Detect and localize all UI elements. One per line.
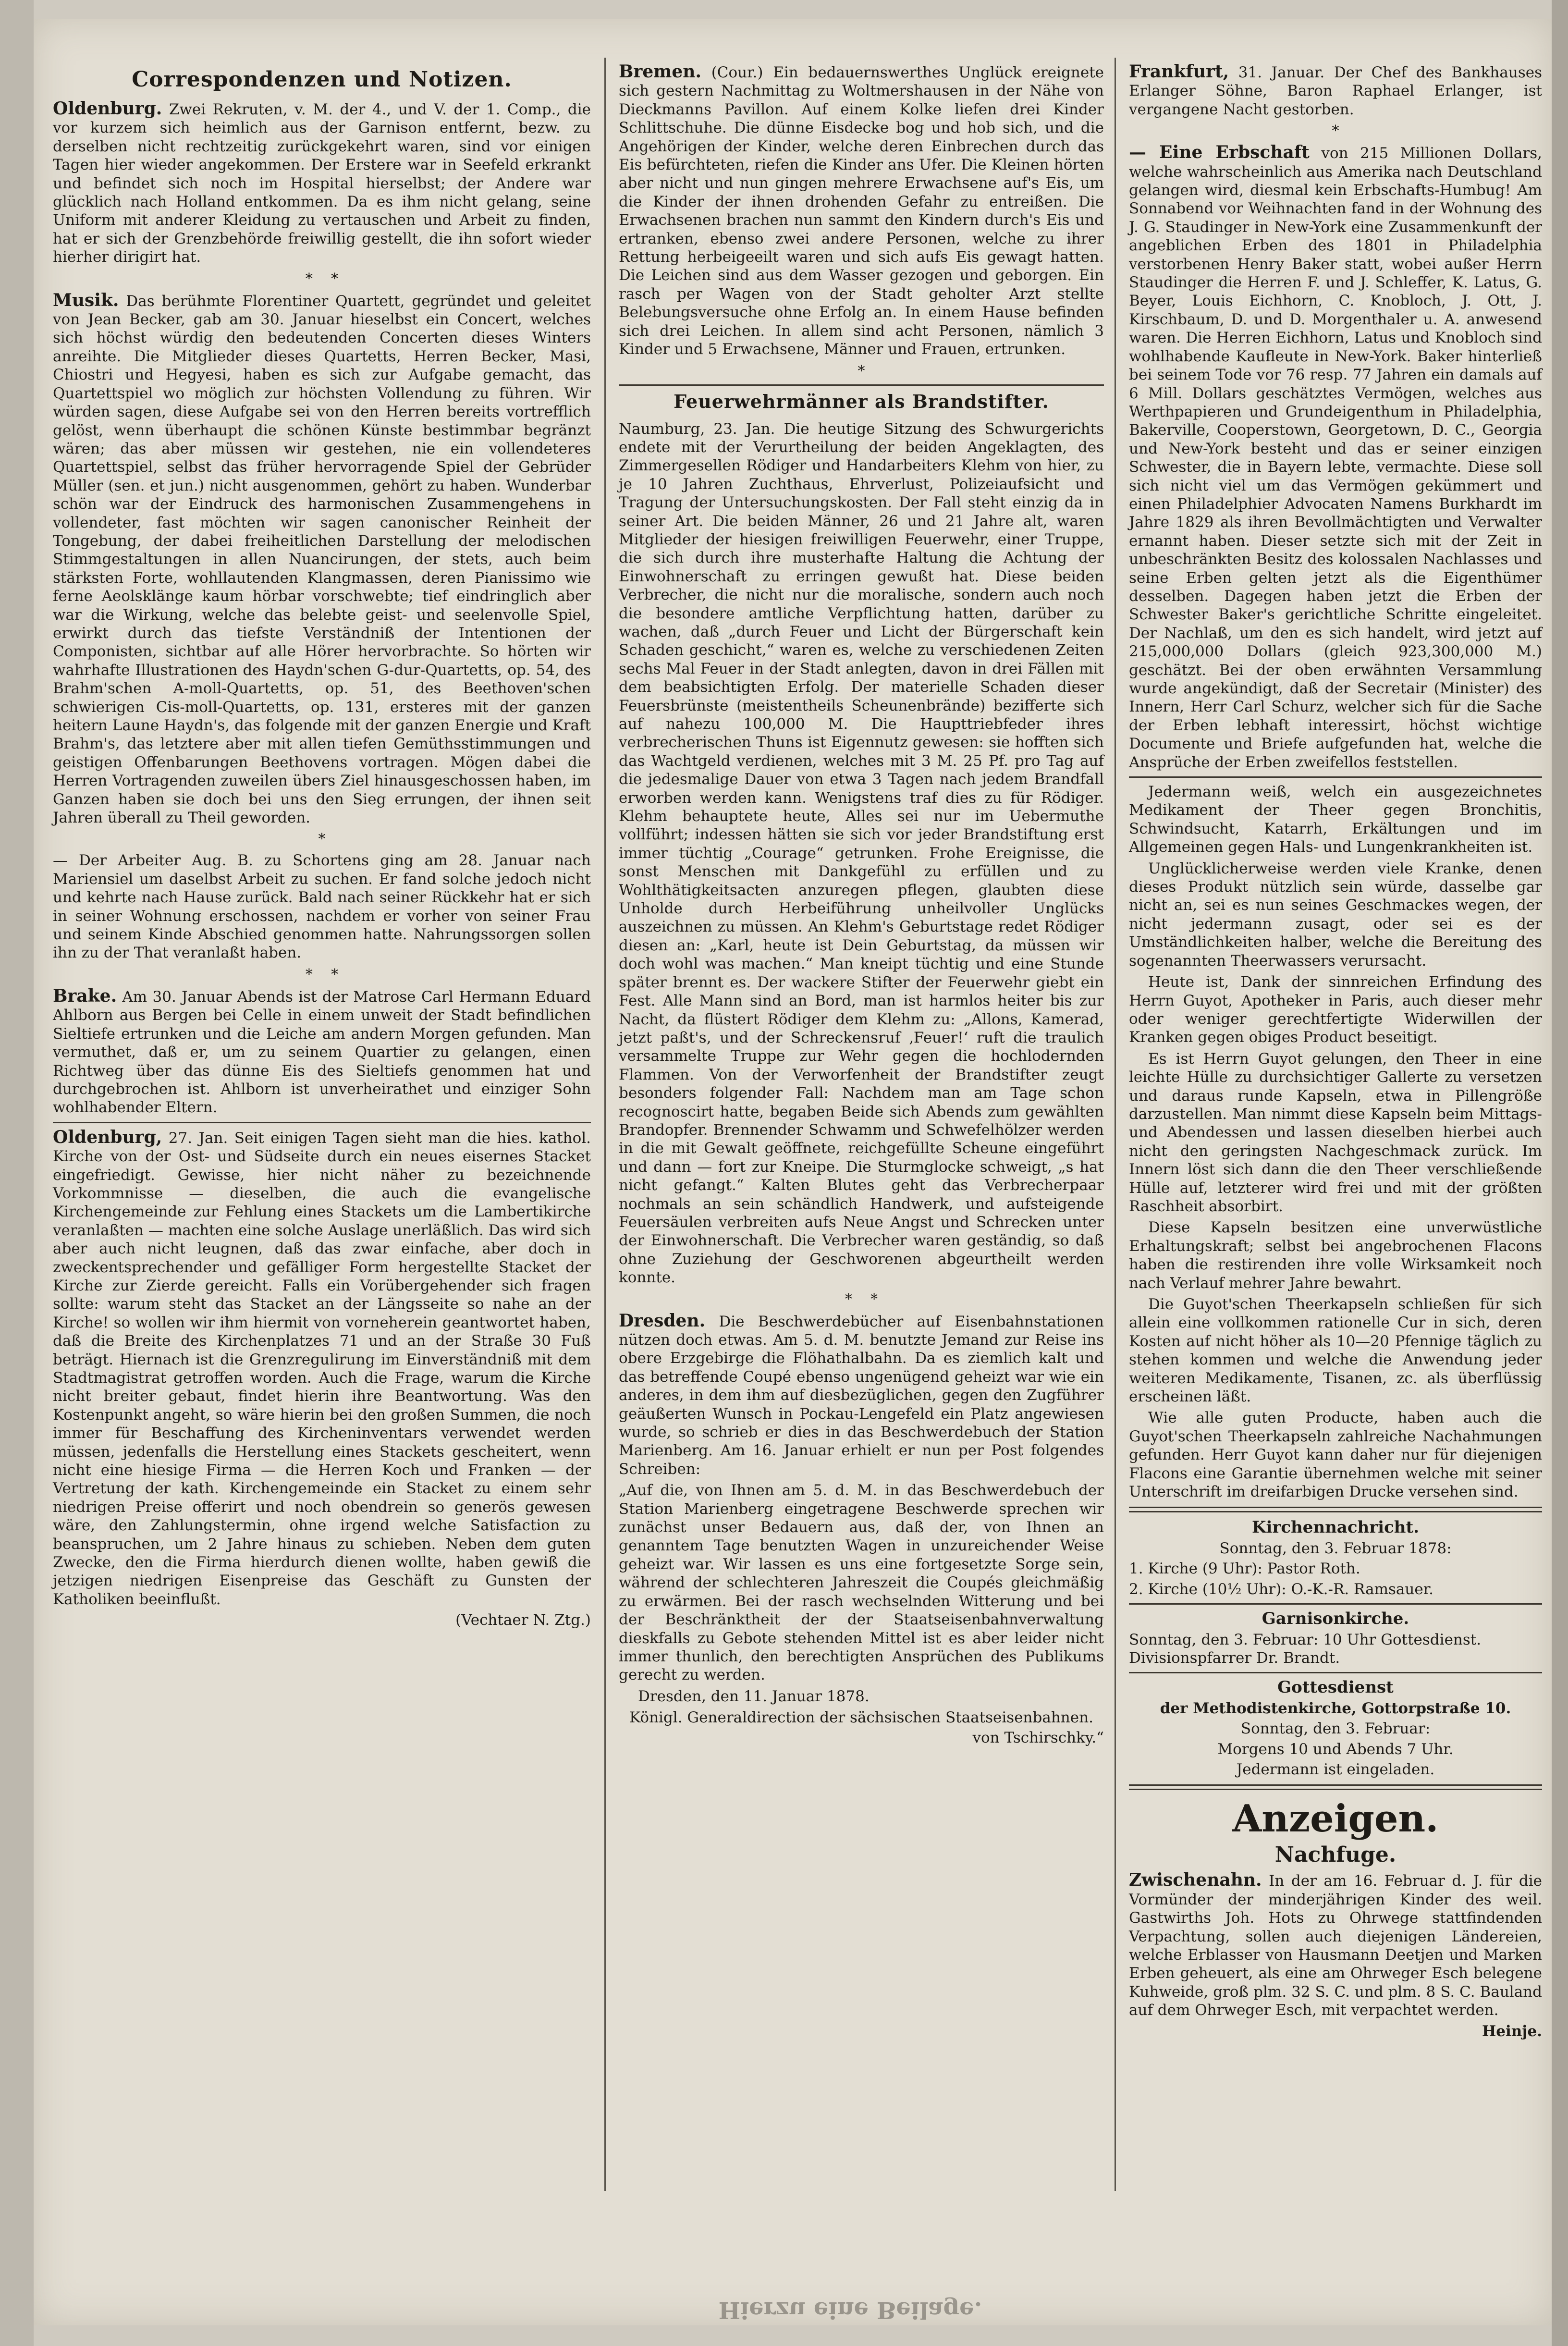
column-3 <box>1129 62 1542 2045</box>
divider-double <box>1129 1784 1542 1790</box>
article-text: — Der Arbeiter Aug. B. zu Schortens ging am 28. Januar nach Mariensiel um daselbst Arbeit zu suchen. Er fand solche jedoch nicht und kehrte nach Hause zurück. Bald nach seiner Rückkehr hat er sich in seiner Wohnung erschossen, nachdem er vorher von seiner Frau und seinem Kinde Abschied genommen hatte. Nahrungssorgen sollen ihn zu der That veranlaßt haben. <box>53 852 591 962</box>
article-source: (Vechtaer N. Ztg.) <box>455 1611 591 1629</box>
article-lead: Zwischenahn. <box>1129 1870 1262 1891</box>
methodisten-invite: Jedermann ist eingeladen. <box>1236 1760 1435 1778</box>
article-text: von 215 Millionen Dollars, welche wahrscheinlich aus Amerika nach Deutschland gelangen wird, diesmal kein Erbschafts-Humbug! Am Sonnabend vor Weihnachten fand in der Wohnung des J. G. Staudinger in New-York eine Zusammenkunft der angeblichen Erben des 1801 in Philadelphia verstorbenen Henry Baker statt, wobei außer Herrn Staudinger die Herren F. und J. Schleffer, K. Latus, G. Beyer, Louis Eichhorn, C. Knobloch, J. Ott, J. Kirschbaum, D. und D. Morgenthaler u. A. anwesend waren. Die Herren Eichhorn, Latus und Knobloch sind wohlhabende Kaufleute in New-York. Baker hinterließ bei seinem Tode vor 76 resp. 77 Jahren ein damals auf 6 Mill. Dollars geschätztes Vermögen, welches aus Werthpapieren und Grundeigenthum in Philadelphia, Bakerville, Cooperstown, Georgetown, D. C., Georgia und New-York besteht und das er seiner einzigen Schwester, die in Bayern lebte, vermachte. Diese soll sich nicht viel um das Vermögen gekümmert und einen Philadelphier Advocaten Namens Burkhardt im Jahre 1829 als ihren Bevollmächtigten und Verwalter ernannt haben. Dieser setzte sich mit der Zeit in unbeschränkten Besitz des kolossalen Nachlasses und seine Erben gelten jetzt als die Eigenthümer desselben. Dagegen haben jetzt die Erben der Schwester Baker's gerichtliche Schritte eingeleitet. Der Nachlaß, um den es sich handelt, wird jetzt auf 215,000,000 Dollars (gleich 923,300,000 M.) geschätzt. Bei der oben erwähnten Versammlung wurde angekündigt, daß der Secretair (Minister) des Innern, Herr Carl Schurz, welcher sich für die Sache der Erben lebhaft interessirt, höchst wichtige Documente und Briefe aufgefunden hat, welche die Ansprüche der Erben zweifellos feststellen. <box>1129 145 1542 771</box>
ad-theer-1: Jedermann weiß, welch ein ausgezeichnetes Medikament der Theer gegen Bronchitis, Schwindsucht, Katarrh, Erkältungen und im Allgemeinen gegen Hals- und Lungenkrankheiten ist. <box>1129 783 1542 856</box>
nachfuge-heading: Nachfuge. <box>1274 1842 1396 1867</box>
article-text: Naumburg, 23. Jan. Die heutige Sitzung des Schwurgerichts endete mit der Verurtheilung der beiden Angeklagten, des Zimmergesellen Rödiger und Handarbeiters Klehm von hier, zu je 10 Jahren Zuchthaus, Ehrverlust, Polizeiaufsicht und Tragung der Untersuchungskosten. Der Fall steht einzig da in seiner Art. Die beiden Männer, 26 und 21 Jahre alt, waren Mitglieder der hiesigen freiwilligen Feuerwehr, einer Truppe, die sich durch ihre musterhafte Haltung die Achtung der Einwohnerschaft zu erringen gewußt hat. Diese beiden Verbrecher, die nicht nur die moralische, sondern auch noch die besondere amtliche Verpflichtung hatten, darüber zu wachen, daß „durch Feuer und Licht der Bürgerschaft kein Schaden geschicht,“ waren es, welche zu verschiedenen Zeiten sechs Mal Feuer in der Stadt anlegten, davon in drei Fällen mit dem beabsichtigten Erfolg. Der materielle Schaden dieser Feuersbrünste (meistentheils Scheunenbrände) bezifferte sich auf nahezu 100,000 M. Die Haupttriebfeder ihres verbrecherischen Thuns ist Eigennutz gewesen: sie hofften sich das Wachtgeld verdienen, welches mit 3 M. 25 Pf. pro Tag auf die jedesmalige Dauer von etwa 3 Tagen nach jedem Brandfall erworben werden kann. Wenigstens traf dies zu für Rödiger. Klehm behauptete heute, Alles sei nur im Uebermuthe vollführt; indessen hätten sie sich vor jeder Brandstiftung erst immer tüchtig „Courage“ getrunken. Frohe Ereignisse, die sonst Menschen mit Dankgefühl zu erfüllen und zu Wohlthätigkeitsacten anzuregen pflegen, glaubten diese Unholde durch Herbeiführung unheilvoller Unglücks auszeichnen zu müssen. An Klehm's Geburtstage redet Rödiger diesen an: „Karl, heute ist Dein Geburtstag, da müssen wir doch wohl was machen.“ Man kneipt tüchtig und eine Stunde später brennt es. Der wackere Stifter der Feuerwehr giebt ein Fest. Alle Mann sind an Bord, man ist harmlos heiter bis zur Nacht, da flüstert Rödiger dem Klehm zu: „Allons, Kamerad, jetzt paßt's, und der Schreckensruf ‚Feuer!‘ ruft die traulich versammelte Truppe zur Wehr gegen die hochlodernden Flammen. Von der Verworfenheit der Brandstifter zeugt besonders folgender Fall: Nachdem man am Tage schon recognoscirt hatte, begaben Beide sich Abends zum gewählten Brandopfer. Brennender Schwamm und Schwefelhölzer werden in die mit Gewalt geöffnete, reichgefüllte Scheune eingeführt und dann — fort zur Kneipe. Die Sturmglocke schweigt, „s hat nicht gefangt.“ Kalten Blutes geht das Verbrecherpaar nochmals an sein schändlich Handwerk, und aufsteigende Feuersäulen verbreiten aufs Neue Angst und Schrecken unter der Einwohnerschaft. Die Verbrecher waren geständig, so daß ohne Zuziehung der Geschworenen abgeurtheilt werden konnte. <box>619 420 1104 1287</box>
page-binding <box>0 0 34 2346</box>
methodisten-subtitle <box>1129 1699 1542 1718</box>
divider <box>1129 776 1542 778</box>
article-naumburg <box>619 420 1104 1287</box>
garnisonkirche-title <box>1129 1609 1542 1628</box>
article-text: In der am 16. Februar d. J. für die Vormünder der minderjährigen Kinder des weil. Gastwirths Joh. Hots zu Ohrwege stattfindenden Verpachtung, sollen auch diejenigen Ländereien, welche Erblasser von Hausmann Deetjen und Marken Erben geheuert, als eine am Ohrweger Esch belegene Kuhweide, groß plm. 32 S. C. und plm. 8 S. C. Bauland auf dem Ohrweger Esch, mit verpachtet werden. <box>1129 1872 1542 2019</box>
article-text: Zwei Rekruten, v. M. der 4., und V. der 1. Comp., die vor kurzem sich heimlich aus der Garnison entfernt, bezw. zu derselben nicht rechtzeitig zurückgekehrt waren, sind vor einigen Tagen hier wieder angekommen. Der Erstere war in Seefeld erkrankt und befindet sich noch im Hospital hierselbst; der Andere war glücklich nach Holland entkommen. Da es ihm nicht gelang, seine Uniform mit anderer Kleidung zu vertauschen und Arbeit zu finden, hat er sich der Grenzbehörde freiwillig gestellt, die ihn sofort wieder hierher dirigirt hat. <box>53 101 591 266</box>
article-heading: Feuerwehrmänner als Brandstifter. <box>674 390 1049 412</box>
article-text: „Auf die, von Ihnen am 5. d. M. in das Beschwerdebuch der Station Marienberg eingetragene Beschwerde sprechen wir zunächst unser Bedauern aus, daß der, von Ihnen an genanntem Tage benutzten Wagen in unzureichender Weise geheizt war. Wir lassen es uns eine fortgesetzte Sorge sein, während der schlechteren Jahreszeit die Coupés gleichmäßig zu erwärmen. Bei der rasch wechselnden Witterung und bei der Beschränktheit der der Staatseisenbahnverwaltung dieskfalls zu Gebote stehenden Mittel ist es aber leider nicht immer thunlich, den berechtigten Ansprüchen des Publikums gerecht zu werden. <box>619 1482 1104 1684</box>
column-2 <box>619 62 1104 1751</box>
letter-signature-office: Königl. Generaldirection der sächsischen Staatseisenbahnen. <box>629 1709 1093 1727</box>
article-oldenburg-rekruten <box>53 99 591 267</box>
ad-signature <box>1129 2023 1542 2040</box>
separator: * * <box>305 966 339 983</box>
article-lead: Oldenburg. <box>53 98 162 119</box>
box-title: Gottesdienst <box>1277 1678 1394 1697</box>
column-rule-1 <box>604 58 606 2191</box>
letter-date: Dresden, den 11. Januar 1878. <box>638 1687 870 1705</box>
letter-signature-name: von Tschirschky.“ <box>972 1729 1104 1746</box>
separator: * * <box>305 270 339 287</box>
article-lead: — Eine Erbschaft <box>1129 142 1310 163</box>
kirchennachricht-title <box>1129 1518 1542 1537</box>
methodisten-times: Morgens 10 und Abends 7 Uhr. <box>1217 1740 1454 1758</box>
article-lead: Dresden. <box>619 1310 706 1331</box>
article-schortens <box>53 851 591 962</box>
article-text: Das berühmte Florentiner Quartett, gegründet und geleitet von Jean Becker, gab am 30. Januar hieselbst ein Concert, welches sich höchst würdig den bedeutenden Concerten dieses Winters anreihte. Die Mitglieder dieses Quartetts, Herren Becker, Masi, Chiostri und Hegyesi, haben es sich zur Aufgabe gemacht, das Quartettspiel wo möglich zur höchsten Vollendung zu führen. Wir würden sagen, diese Aufgabe sei von den Herren bereits vortrefflich gelöst, wenn überhaupt die schönen Künste bestimmbar begränzt wären; das aber müssen wir gestehen, nie ein vollendeteres Quartettspiel, selbst das früher hervorragende Spiel der Gebrüder Müller (sen. et jun.) nicht ausgenommen, gehört zu haben. Wunderbar schön war der Eindruck des harmonischen Zusammengehens in vollendeter, fast möchten wir sagen canonischer Reinheit der Tongebung, der dabei freiheitlichen Darstellung der melodischen Stimmgestaltungen in allen Nuancirungen, der stets, auch beim stärksten Forte, wohllautenden Klangmassen, deren Pianissimo wie ferne Aeolsklänge kaum hörbar vorschwebte; tief eindringlich aber war die Wirkung, welche das belebte geist- und seelenvolle Spiel, erwirkt durch das tiefste Verständniß der Intentionen der Componisten, sichtbar auf alle Hörer hervorbrachte. So hörten wir wahrhafte Illustrationen des Haydn'schen G-dur-Quartetts, op. 54, des Brahm'schen A-moll-Quartetts, op. 51, des Beethoven'schen schwierigen Cis-moll-Quartetts, op. 131, ersteres mit der ganzen heitern Laune Haydn's, das folgende mit der ganzen Energie und Kraft Brahm's, das letztere aber mit allen tiefen Gemüthsstimmungen und geistigen Offenbarungen Beethovens vortragen. Mögen dabei die Herren Vortragenden zuweilen übers Ziel hinausgeschossen haben, im Ganzen haben sie doch bei uns den Sieg errungen, der ihnen seit Jahren überall zu Theil geworden. <box>53 292 591 827</box>
separator: * * <box>845 1290 878 1308</box>
article-lead: Frankfurt, <box>1129 61 1229 82</box>
divider <box>1129 1672 1542 1673</box>
methodisten-date: Sonntag, den 3. Februar: <box>1240 1720 1431 1738</box>
separator: * <box>318 831 326 848</box>
anzeigen-heading: Anzeigen. <box>1232 1797 1439 1841</box>
article-brake <box>53 987 591 1117</box>
kirchennachricht-1: 1. Kirche (9 Uhr): Pastor Roth. <box>1129 1560 1360 1578</box>
divider <box>1129 1603 1542 1605</box>
divider-double <box>1129 1507 1542 1512</box>
newspaper-page <box>34 19 1552 2325</box>
ad-theer-4: Es ist Herrn Guyot gelungen, den Theer in eine leichte Hülle zu durchsichtiger Gallerte zu versetzen und daraus runde Kapseln, etwa in Pillengröße darzustellen. Man nimmt diese Kapseln beim Mittags- und Abendessen und lassen dieselben hierbei auch nicht den geringsten Nachgeschmack zurück. Im Innern löst sich dann die den Theer verschließende Hülle auf, letzterer wird frei und mit der größten Raschheit absorbirt. <box>1129 1050 1542 1215</box>
page-edge <box>1552 0 1568 2346</box>
ad-theer-3: Heute ist, Dank der sinnreichen Erfindung des Herrn Guyot, Apotheker in Paris, auch dieser mehr oder weniger gerechtfertigte Widerwillen der Kranken gegen obiges Product beseitigt. <box>1129 973 1542 1046</box>
divider <box>619 384 1104 386</box>
ad-theer-5: Diese Kapseln besitzen eine unverwüstliche Erhaltungskraft; selbst bei angebrochenen Flacons haben die restirenden ihre volle Wirksamkeit noch nach Verlauf mehrer Jahre bewahrt. <box>1129 1219 1542 1292</box>
box-subtitle: der Methodistenkirche, Gottorpstraße 10. <box>1160 1699 1511 1717</box>
article-dresden <box>619 1312 1104 1479</box>
ad-theer-6: Die Guyot'schen Theerkapseln schließen für sich allein eine vollkommen rationelle Cur in sich, deren Kosten auf nicht höher als 10—20 Pfennige täglich zu stehen kommen und welche die Anwendung jeder weiteren Medikamente, Tisanen, zc. als überflüssig erscheinen läßt. <box>1129 1296 1542 1406</box>
article-oldenburg-kirche <box>53 1128 591 1609</box>
article-text: 31. Januar. Der Chef des Bankhauses Erlanger Söhne, Baron Raphael Erlanger, ist vergangene Nacht gestorben. <box>1129 64 1542 118</box>
methodisten-title <box>1129 1678 1542 1697</box>
separator: * <box>858 362 865 380</box>
box-title: Garnisonkirche. <box>1262 1609 1409 1629</box>
kirchennachricht-date: Sonntag, den 3. Februar 1878: <box>1219 1539 1452 1557</box>
article-letter <box>619 1481 1104 1684</box>
article-lead: Brake. <box>53 985 117 1006</box>
article-text: Am 30. Januar Abends ist der Matrose Carl Hermann Eduard Ahlborn aus Bergen bei Celle in einem unweit der Stadt befindlichen Sieltiefe ertrunken und die Leiche am andern Morgen gefunden. Man vermuthet, daß er, um zu seinem Quartier zu gelangen, einen Richtweg über das dünne Eis des Sieltiefs genommen hat und durchgebrochen ist. Ahlborn ist unverheirathet und einziger Sohn wohlhabender Eltern. <box>53 988 591 1117</box>
column-rule-2 <box>1115 58 1116 2191</box>
article-lead: Bremen. <box>619 61 702 82</box>
article-lead: Musik. <box>53 290 119 310</box>
article-bremen <box>619 62 1104 359</box>
section-heading: Correspondenzen und Notizen. <box>132 67 512 92</box>
signature-name: Heinje. <box>1482 2022 1542 2040</box>
divider <box>53 1122 591 1123</box>
box-title: Kirchennachricht. <box>1251 1518 1420 1537</box>
column-1 <box>53 62 591 1634</box>
article-text: 27. Jan. Seit einigen Tagen sieht man die hies. kathol. Kirche von der Ost- und Südseite durch ein neues eisernes Stacket eingefriedigt. Gewisse, hier nicht näher zu bezeichnende Vorkommnisse — dieselben, die auch die evangelische Kirchengemeinde zur Fehlung eines Stackets um die Lambertikirche veranlaßten — machten eine solche Auslage unerläßlich. Das wird sich aber auch nicht leugnen, daß das zwar einfache, aber doch in zweckentsprechender und gefälliger Form hergestellte Stacket der Kirche zur Zierde gereicht. Falls ein Vorübergehender sich fragen sollte: warum steht das Stacket an der Längsseite so nahe an der Kirche! so wollen wir ihm hiermit von vorneherein geantwortet haben, daß die Breite des Kirchenplatzes 71 und an der Straße 30 Fuß beträgt. Hiernach ist die Grenzregulirung im Einverständniß mit dem Stadtmagistrat getroffen worden. Auch die Frage, warum die Kirche nicht breiter gebaut, findet hierin ihre Beantwortung. Was den Kostenpunkt angeht, so wäre hierin bei den großen Summen, die noch immer für Beschaffung des Kircheninventars verwendet werden müssen, jedenfalls die Herstellung eines Stackets gescheitert, wenn nicht eine hiesige Firma — die Herren Koch und Franken — der Vertretung der kath. Kirchengemeinde ein Stacket zu einem sehr niedrigen Preise offerirt und noch obendrein so generös gewesen wäre, den Zahlungstermin, ohne irgend welche Satisfaction zu beanspruchen, um 2 Jahre hinaus zu schieben. Neben dem guten Zwecke, den die Firma hierdurch dienen wollte, haben gewiß die jetzigen niedrigen Eisenpreise das Geschäft zu Gunsten der Katholiken beeinflußt. <box>53 1129 591 1608</box>
separator: * <box>1332 123 1339 140</box>
article-erbschaft <box>1129 143 1542 772</box>
article-lead: Oldenburg, <box>53 1127 162 1147</box>
kirchennachricht-2: 2. Kirche (10½ Uhr): O.-K.-R. Ramsauer. <box>1129 1580 1433 1598</box>
garnisonkirche-text: Sonntag, den 3. Februar: 10 Uhr Gottesdienst. Divisionspfarrer Dr. Brandt. <box>1129 1631 1482 1667</box>
ad-zwischenahn <box>1129 1871 1542 2019</box>
article-frankfurt <box>1129 62 1542 119</box>
ad-theer-2: Unglücklicherweise werden viele Kranke, denen dieses Produkt nützlich sein würde, dasselbe gar nicht an, sei es nun seines Geschmackes wegen, der nicht jedermann zusagt, oder sei es der Umständlichkeiten halber, welche die Bereitung des sogenannten Theerwassers verursacht. <box>1129 860 1542 970</box>
mirrored-footer: Hierzu eine Beilage. <box>718 2297 982 2323</box>
article-text: (Cour.) Ein bedauernswerthes Unglück ereignete sich gestern Nachmittag zu Woltmershausen in der Nähe von Dieckmanns Pavillon. Auf einem Kolke liefen drei Kinder Schlittschuhe. Die dünne Eisdecke bog und hob sich, und die Angehörigen der Kinder, welche deren Einbrechen durch das Eis befürchteten, riefen die Kinder ans Ufer. Die Kleinen hörten aber nicht und nun gingen mehrere Erwachsene auf's Eis, um die Kinder der ihnen drohenden Gefahr zu entreißen. Die Erwachsenen brachen nun sammt den Kindern durch's Eis und ertranken, ebenso zwei andere Personen, welche zu ihrer Rettung herbeigeeilt waren und sich aufs Eis gewagt hatten. Die Leichen sind aus dem Wasser gezogen und geborgen. Ein rasch per Wagen von der Stadt geholter Arzt stellte Belebungsversuche ohne Erfolg an. In einem Hause befinden sich drei Leichen. In allem sind acht Personen, nämlich 3 Kinder und 5 Erwachsene, Männer und Frauen, ertrunken. <box>619 64 1104 358</box>
article-musik <box>53 291 591 827</box>
ad-theer-7: Wie alle guten Producte, haben auch die Guyot'schen Theerkapseln zahlreiche Nachahmungen gefunden. Herr Guyot kann daher nur für diejenigen Flacons eine Garantie übernehmen welche mit seiner Unterschrift im dreifarbigen Drucke versehen sind. <box>1129 1409 1542 1501</box>
article-text: Die Beschwerdebücher auf Eisenbahnstationen nützen doch etwas. Am 5. d. M. benutzte Jemand zur Reise ins obere Erzgebirge die Flöhathalbahn. Da es ziemlich kalt und das betreffende Coupé ebenso ungenügend geheizt war wie ein anderes, in dem ihm auf diesbezüglichen, gegen den Zugführer geäußerten Wunsch in Pockau-Lengefeld ein Platz angewiesen wurde, so schrieb er dies in das Beschwerdebuch der Station Marienberg. Am 16. Januar erhielt er nun per Post folgendes Schreiben: <box>619 1313 1104 1478</box>
